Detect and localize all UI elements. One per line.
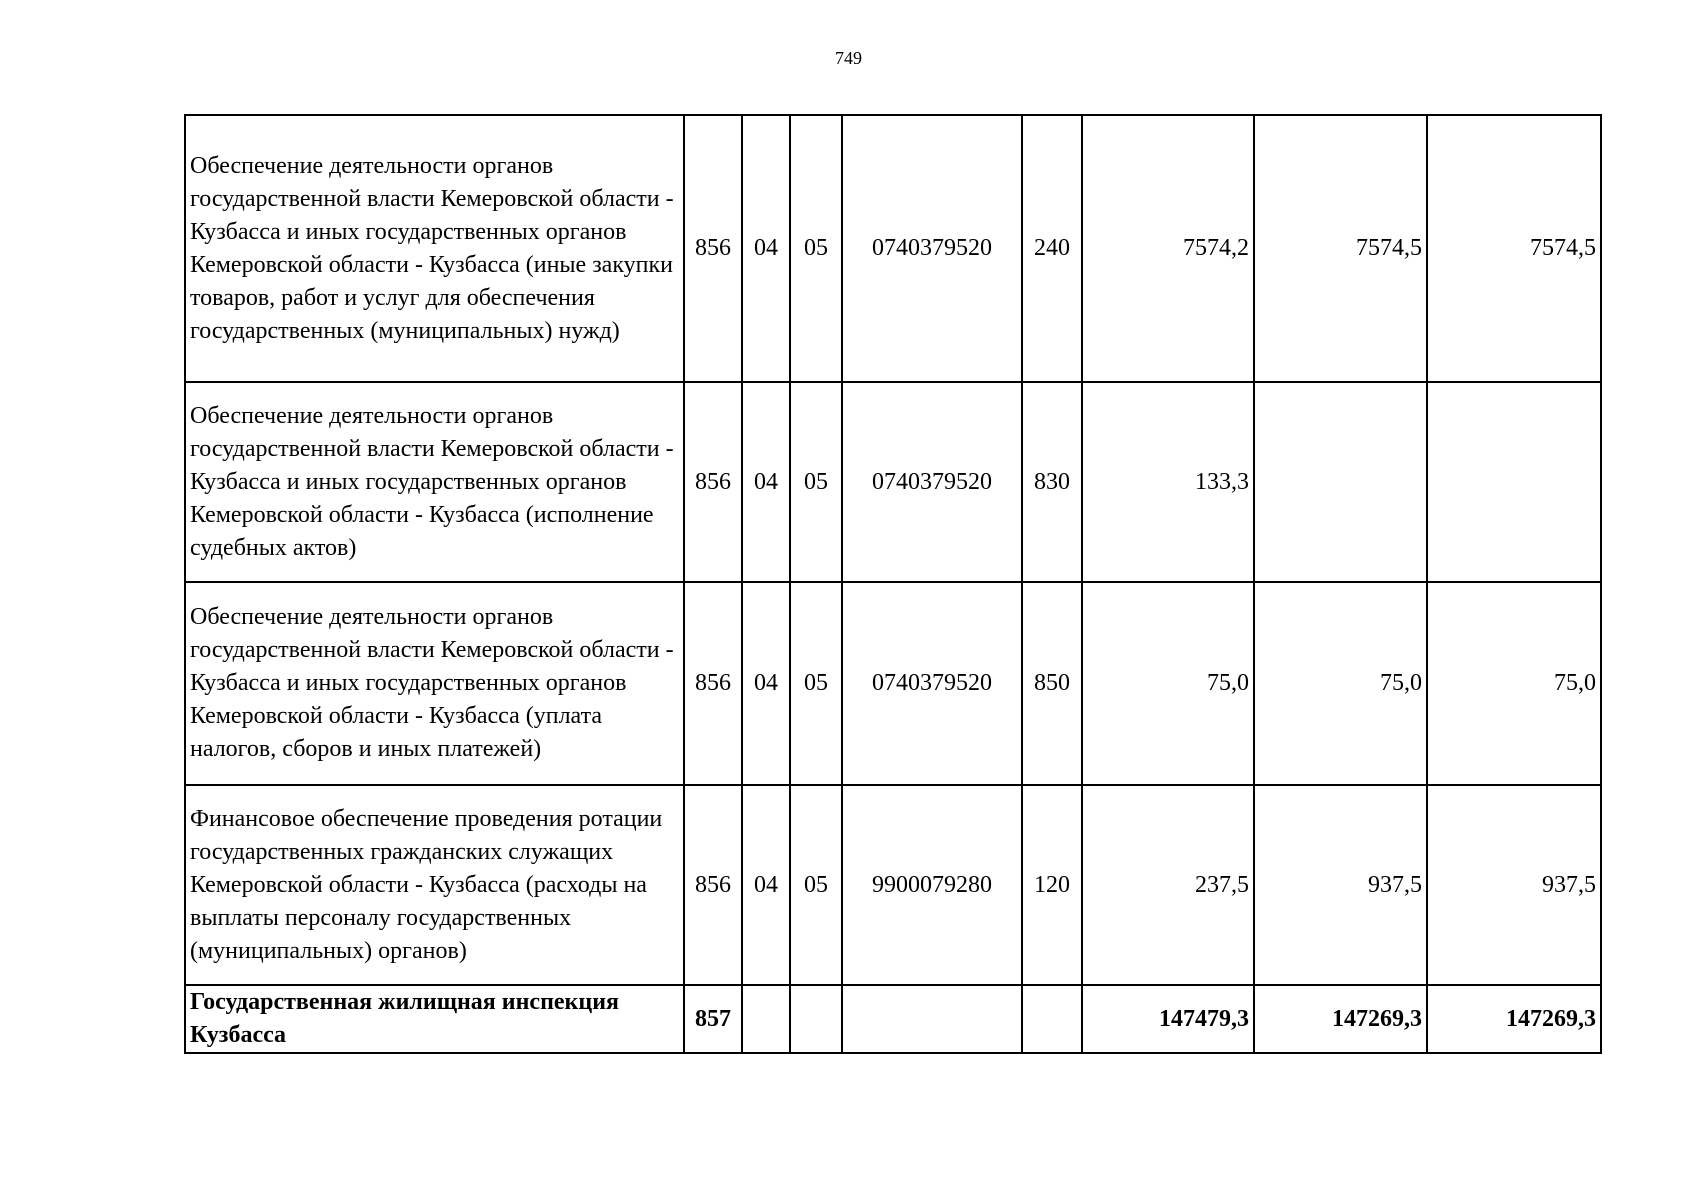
expense-kind-code: 830 [1022,382,1082,582]
subsection-code: 05 [790,785,842,985]
row-description: Государственная жилищная инспекция Кузбасса [185,985,684,1053]
section-code: 04 [742,382,790,582]
amount-year-2 [1254,382,1427,582]
ministry-code: 856 [684,785,742,985]
section-code: 04 [742,115,790,382]
subsection-code: 05 [790,582,842,785]
target-article-code: 9900079280 [842,785,1022,985]
target-article-code: 0740379520 [842,115,1022,382]
table-row [185,582,1601,785]
ministry-code: 857 [684,985,742,1053]
amount-year-3: 147269,3 [1427,985,1601,1053]
amount-year-2: 75,0 [1254,582,1427,785]
amount-year-3: 75,0 [1427,582,1601,785]
subsection-code [790,985,842,1053]
ministry-code: 856 [684,115,742,382]
table-row [185,115,1601,382]
ministry-code: 856 [684,582,742,785]
row-description: Обеспечение деятельности органов государственной власти Кемеровской области - Кузбасса и иных государственных органов Кемеровской области - Кузбасса (иные закупки товаров, работ и услуг для обеспечения государственных (муниципальных) нужд) [185,115,684,382]
subsection-code: 05 [790,382,842,582]
target-article-code [842,985,1022,1053]
subsection-code: 05 [790,115,842,382]
amount-year-1: 75,0 [1082,582,1254,785]
amount-year-2: 7574,5 [1254,115,1427,382]
amount-year-1: 237,5 [1082,785,1254,985]
amount-year-3: 7574,5 [1427,115,1601,382]
expense-kind-code: 120 [1022,785,1082,985]
row-description: Обеспечение деятельности органов государственной власти Кемеровской области - Кузбасса и иных государственных органов Кемеровской области - Кузбасса (уплата налогов, сборов и иных платежей) [185,582,684,785]
target-article-code: 0740379520 [842,382,1022,582]
target-article-code: 0740379520 [842,582,1022,785]
table-row [185,382,1601,582]
expense-kind-code: 850 [1022,582,1082,785]
row-description: Финансовое обеспечение проведения ротации государственных гражданских служащих Кемеровской области - Кузбасса (расходы на выплаты персоналу государственных (муниципальных) органов) [185,785,684,985]
expense-kind-code: 240 [1022,115,1082,382]
amount-year-1: 133,3 [1082,382,1254,582]
amount-year-3 [1427,382,1601,582]
amount-year-1: 7574,2 [1082,115,1254,382]
row-description: Обеспечение деятельности органов государственной власти Кемеровской области - Кузбасса и иных государственных органов Кемеровской области - Кузбасса (исполнение судебных актов) [185,382,684,582]
table-row-total [185,985,1601,1053]
section-code: 04 [742,582,790,785]
section-code: 04 [742,785,790,985]
amount-year-2: 937,5 [1254,785,1427,985]
budget-table [184,114,1602,1054]
table-row [185,785,1601,985]
page-number: 749 [835,48,862,68]
ministry-code: 856 [684,382,742,582]
amount-year-3: 937,5 [1427,785,1601,985]
section-code [742,985,790,1053]
amount-year-2: 147269,3 [1254,985,1427,1053]
amount-year-1: 147479,3 [1082,985,1254,1053]
expense-kind-code [1022,985,1082,1053]
